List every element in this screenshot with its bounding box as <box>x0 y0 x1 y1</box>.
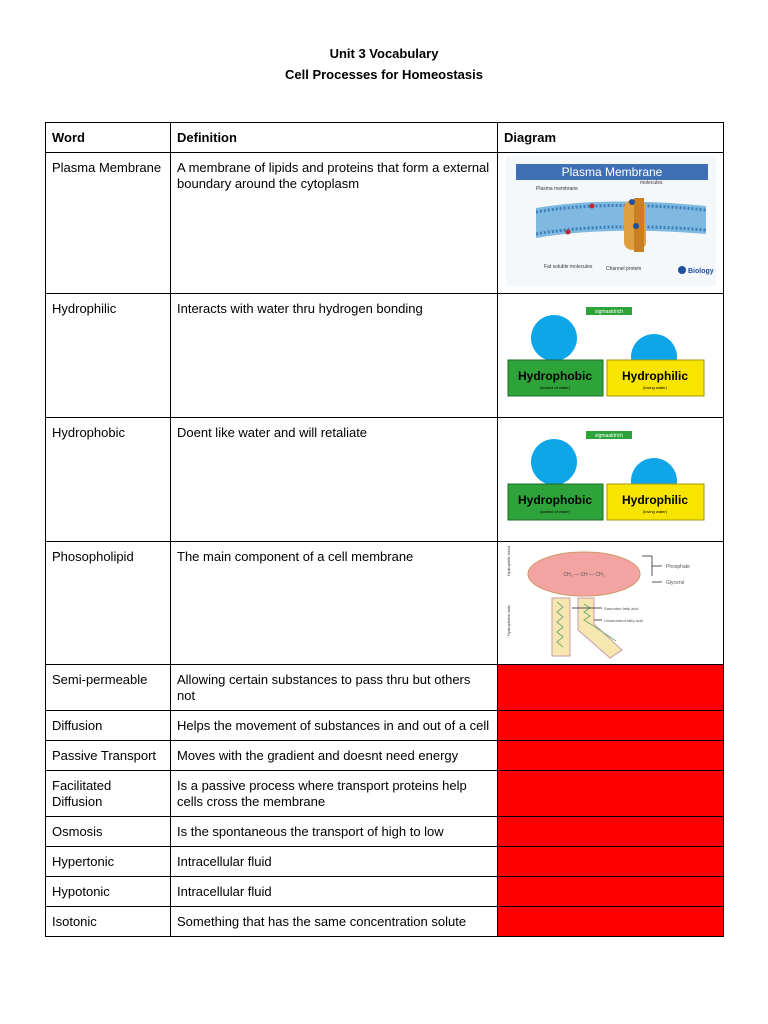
empty-diagram-cell <box>498 711 724 741</box>
empty-diagram-cell <box>498 907 724 937</box>
label-channel-protein: Channel protein <box>606 266 642 272</box>
table-row <box>46 294 724 418</box>
label-plasma-membrane: Plasma membrane <box>536 186 578 192</box>
hydrophilic-label: Hydrophilic <box>621 369 689 383</box>
word-cell: Semi-permeable <box>46 665 171 711</box>
word-cell: Isotonic <box>46 907 171 937</box>
biology-brand: Biology <box>688 268 714 275</box>
label-molecules: molecules <box>640 180 663 186</box>
word-cell: Osmosis <box>46 817 171 847</box>
table-row <box>46 817 724 847</box>
word-cell: Passive Transport <box>46 741 171 771</box>
table-row <box>46 665 724 711</box>
table-row <box>46 418 724 542</box>
table-row <box>46 771 724 817</box>
water-droplet-icon <box>531 315 577 361</box>
saturated-label: Saturated fatty acid <box>604 606 639 611</box>
phosphate-label: Phosphate <box>666 564 690 570</box>
definition-cell: Is a passive process where transport proteins help cells cross the membrane <box>171 771 498 817</box>
definition-cell: Intracellular fluid <box>171 847 498 877</box>
plasma-membrane-diagram <box>506 156 716 286</box>
definition-cell: Something that has the same concentration solute <box>171 907 498 937</box>
diagram-cell <box>498 294 724 418</box>
definition-cell: Interacts with water thru hydrogen bonding <box>171 294 498 418</box>
glycerol-label: Glycerol <box>666 580 685 586</box>
word-cell: Plasma Membrane <box>46 153 171 294</box>
badge-text: sigmaaldrich <box>594 433 624 439</box>
empty-diagram-cell <box>498 771 724 817</box>
definition-cell: A membrane of lipids and proteins that form a external boundary around the cytoplasm <box>171 153 498 294</box>
word-cell: Facilitated Diffusion <box>46 771 171 817</box>
page-subtitle: Cell Processes for Homeostasis <box>285 67 483 82</box>
label-fat-soluble: Fat soluble molecules <box>544 264 593 270</box>
badge-text: sigmaaldrich <box>594 309 624 315</box>
table-row <box>46 877 724 907</box>
diagram-cell <box>498 418 724 542</box>
hydrophilic-sub: (loving water) <box>642 385 668 390</box>
hydrophilic-sub: (loving water) <box>642 509 668 514</box>
word-cell: Hypertonic <box>46 847 171 877</box>
plasma-diagram-title: Plasma Membrane <box>561 165 663 179</box>
definition-cell: Intracellular fluid <box>171 877 498 907</box>
hydrophilic-head-label: Hydrophilic head <box>506 546 511 576</box>
hydrophobic-label: Hydrophobic <box>518 493 592 507</box>
hydrophilic-diagram <box>506 302 716 412</box>
table-row <box>46 741 724 771</box>
phospholipid-diagram <box>502 546 717 661</box>
word-cell: Hydrophilic <box>46 294 171 418</box>
svg-text:CH₂ — CH — CH₂: CH₂ — CH — CH₂ <box>563 572 605 578</box>
diagram-cell <box>498 153 724 294</box>
hydrophobic-label: Hydrophobic <box>518 369 592 383</box>
word-cell: Diffusion <box>46 711 171 741</box>
water-droplet-icon <box>531 439 577 485</box>
unsaturated-label: Unsaturated fatty acid <box>604 618 643 623</box>
vocabulary-table <box>45 122 724 937</box>
table-row <box>46 542 724 665</box>
header-diagram: Diagram <box>498 123 724 153</box>
empty-diagram-cell <box>498 847 724 877</box>
hydrophobic-sub: (scared of water) <box>539 509 571 514</box>
definition-cell: Helps the movement of substances in and out of a cell <box>171 711 498 741</box>
header-word: Word <box>46 123 171 153</box>
hydrophobic-diagram <box>506 426 716 536</box>
table-header-row <box>46 123 724 153</box>
table-row <box>46 847 724 877</box>
diagram-cell <box>498 542 724 665</box>
empty-diagram-cell <box>498 877 724 907</box>
definition-cell: Is the spontaneous the transport of high to low <box>171 817 498 847</box>
word-cell: Phosopholipid <box>46 542 171 665</box>
header-definition: Definition <box>171 123 498 153</box>
empty-diagram-cell <box>498 741 724 771</box>
hydrophilic-label: Hydrophilic <box>621 493 689 507</box>
table-row <box>46 711 724 741</box>
definition-cell: The main component of a cell membrane <box>171 542 498 665</box>
table-row <box>46 907 724 937</box>
word-cell: Hydrophobic <box>46 418 171 542</box>
definition-cell: Allowing certain substances to pass thru but others not <box>171 665 498 711</box>
table-row <box>46 153 724 294</box>
empty-diagram-cell <box>498 817 724 847</box>
empty-diagram-cell <box>498 665 724 711</box>
definition-cell: Moves with the gradient and doesnt need energy <box>171 741 498 771</box>
definition-cell: Doent like water and will retaliate <box>171 418 498 542</box>
page-title: Unit 3 Vocabulary <box>329 46 439 61</box>
word-cell: Hypotonic <box>46 877 171 907</box>
hydrophobic-sub: (scared of water) <box>539 385 571 390</box>
hydrophobic-tails-label: Hydrophobic tails <box>506 605 511 636</box>
